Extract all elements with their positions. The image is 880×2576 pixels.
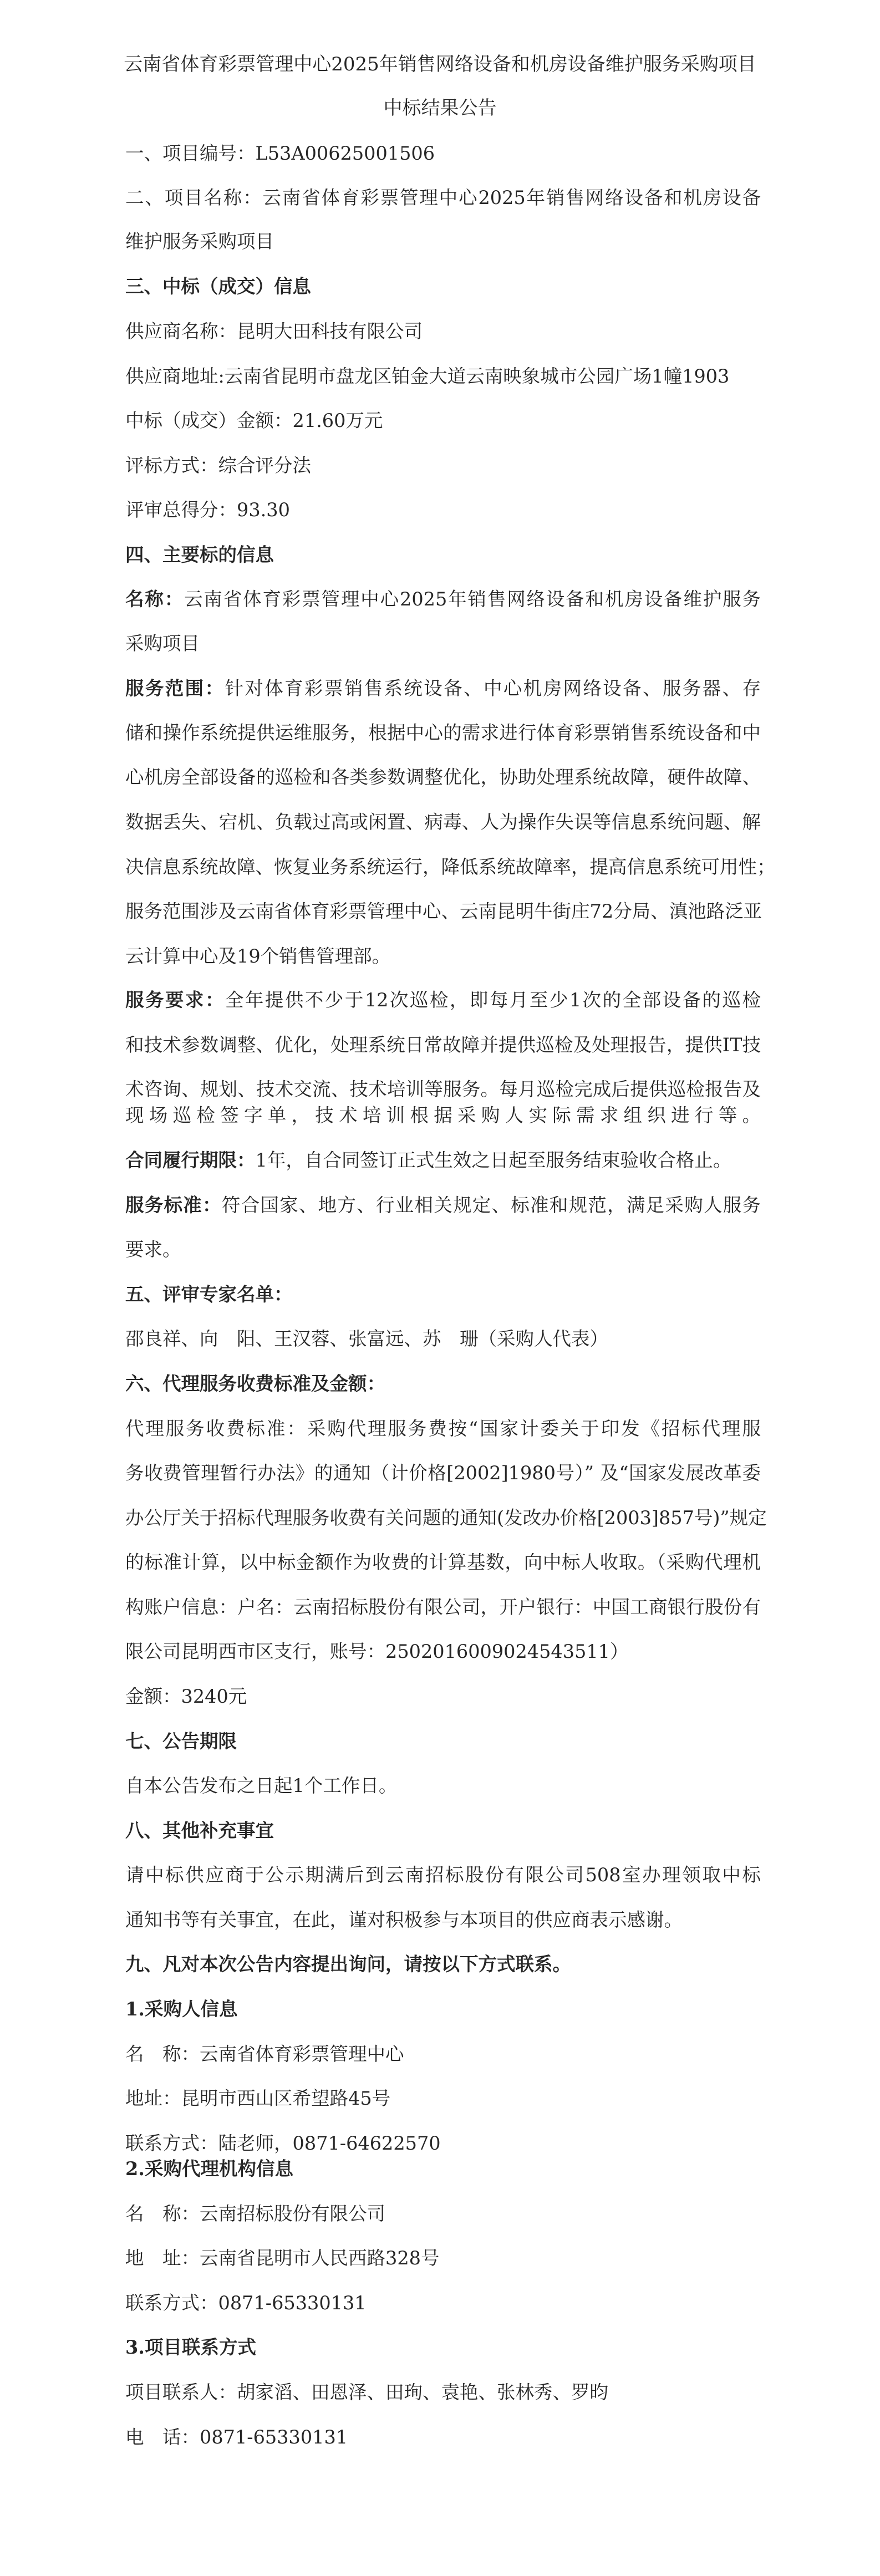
project-contact-phone: 电 话：0871-65330131 (125, 2426, 348, 2448)
announcement-title: 云南省体育彩票管理中心2025年销售网络设备和机房设备维护服务采购项目 (124, 53, 756, 75)
service-requirements-line-4: 现场巡检签字单，技术培训根据采购人实际需求组织进行等。 (125, 1104, 761, 1126)
evaluation-method: 评标方式：综合评分法 (125, 455, 311, 476)
service-scope-line-3: 心机房全部设备的巡检和各类参数调整优化，协助处理系统故障，硬件故障、 (125, 766, 761, 788)
service-requirements-line-1 (125, 987, 761, 1013)
service-scope-line-7: 云计算中心及19个销售管理部。 (125, 945, 391, 967)
project-contact-people: 项目联系人：胡家滔、田恩泽、田珣、袁艳、张林秀、罗昀 (125, 2381, 608, 2403)
purchaser-info-heading: 1.采购人信息 (125, 1998, 238, 2020)
agency-name: 名 称：云南招标股份有限公司 (125, 2203, 385, 2224)
notice-period-text: 自本公告发布之日起1个工作日。 (125, 1775, 398, 1796)
contract-period (125, 1148, 731, 1173)
subject-name-line-1 (125, 587, 761, 612)
supplier-name: 供应商名称：昆明大田科技有限公司 (125, 320, 423, 342)
service-scope-label: 服务范围： (125, 678, 225, 699)
subject-name-label: 名称： (125, 588, 185, 610)
expert-list: 邵良祥、向 阳、王汉蓉、张富远、苏 珊（采购人代表） (125, 1328, 608, 1350)
agency-fee-line-6: 限公司昆明西市区支行，账号：2502016009024543511） (125, 1641, 629, 1662)
agency-fee-line-3: 办公厅关于招标代理服务收费有关问题的通知(发改办价格[2003]857号)”规定 (125, 1507, 767, 1529)
agency-fee-line-4: 的标准计算，以中标金额作为收费的计算基数，向中标人收取。（采购代理机 (125, 1551, 761, 1573)
other-matters-line-2: 通知书等有关事宜，在此，谨对积极参与本项目的供应商表示感谢。 (125, 1909, 683, 1931)
subject-name-text: 云南省体育彩票管理中心2025年销售网络设备和机房设备维护服务 (184, 588, 761, 610)
agency-info-heading: 2.采购代理机构信息 (125, 2158, 293, 2180)
section-heading-notice-period: 七、公告期限 (125, 1730, 237, 1752)
service-standard-line-1 (125, 1193, 761, 1218)
service-scope-line-5: 决信息系统故障、恢复业务系统运行，降低系统故障率，提高信息系统可用性； (125, 856, 776, 878)
service-standard-text: 符合国家、地方、行业相关规定、标准和规范，满足采购人服务 (221, 1194, 761, 1216)
service-scope-line-6: 服务范围涉及云南省体育彩票管理中心、云南昆明牛街庄72分局、滇池路泛亚 (125, 900, 762, 922)
service-standard-label: 服务标准： (125, 1194, 222, 1216)
agency-contact: 联系方式：0871-65330131 (125, 2292, 367, 2314)
announcement-subtitle: 中标结果公告 (383, 97, 497, 119)
agency-fee-line-5: 构账户信息：户名：云南招标股份有限公司，开户银行：中国工商银行股份有 (125, 1596, 761, 1618)
section-heading-experts: 五、评审专家名单： (125, 1284, 293, 1305)
subject-name-line-2: 采购项目 (125, 633, 200, 654)
contract-period-text: 1年，自合同签订正式生效之日起至服务结束验收合格止。 (255, 1149, 732, 1171)
agency-fee-line-2: 务收费管理暂行办法》的通知（计价格[2002]1980号）” 及“国家发展改革委 (125, 1462, 761, 1484)
purchaser-address: 地址：昆明市西山区希望路45号 (125, 2088, 391, 2109)
project-name-line-2: 维护服务采购项目 (125, 231, 274, 252)
service-scope-line-1 (125, 676, 761, 701)
project-contact-heading: 3.项目联系方式 (125, 2336, 256, 2358)
supplier-address: 供应商地址:云南省昆明市盘龙区铂金大道云南映象城市公园广场1幢1903 (125, 365, 730, 387)
service-standard-line-2: 要求。 (125, 1239, 181, 1260)
purchaser-name: 名 称：云南省体育彩票管理中心 (125, 2043, 404, 2065)
agency-fee-line-1: 代理服务收费标准：采购代理服务费按“国家计委关于印发《招标代理服 (125, 1418, 761, 1439)
section-heading-agency-fee: 六、代理服务收费标准及金额： (125, 1373, 385, 1394)
agency-fee-amount: 金额：3240元 (125, 1686, 247, 1707)
contract-period-label: 合同履行期限： (125, 1149, 256, 1171)
service-requirements-line-3: 术咨询、规划、技术交流、技术培训等服务。每月巡检完成后提供巡检报告及 (125, 1078, 761, 1100)
service-scope-text: 针对体育彩票销售系统设备、中心机房网络设备、服务器、存 (225, 678, 761, 699)
project-number: 一、项目编号：L53A00625001506 (125, 142, 435, 164)
project-name-line-1: 二、项目名称：云南省体育彩票管理中心2025年销售网络设备和机房设备 (125, 187, 761, 208)
agency-address: 地 址：云南省昆明市人民西路328号 (125, 2247, 440, 2269)
section-heading-other-matters: 八、其他补充事宜 (125, 1820, 274, 1841)
service-requirements-text: 全年提供不少于12次巡检，即每月至少1次的全部设备的巡检 (225, 989, 761, 1011)
purchaser-contact: 联系方式：陆老师，0871-64622570 (125, 2132, 441, 2154)
service-requirements-label: 服务要求： (125, 989, 225, 1011)
service-scope-line-4: 数据丢失、宕机、负载过高或闲置、病毒、人为操作失误等信息系统问题、解 (125, 811, 761, 833)
section-heading-contact: 九、凡对本次公告内容提出询问，请按以下方式联系。 (125, 1953, 571, 1975)
service-requirements-line-2: 和技术参数调整、优化，处理系统日常故障并提供巡检及处理报告，提供IT技 (125, 1034, 761, 1056)
award-amount: 中标（成交）金额：21.60万元 (125, 410, 383, 431)
other-matters-line-1: 请中标供应商于公示期满后到云南招标股份有限公司508室办理领取中标 (125, 1864, 761, 1886)
total-score: 评审总得分：93.30 (125, 499, 290, 521)
section-heading-subject: 四、主要标的信息 (125, 544, 274, 566)
service-scope-line-2: 储和操作系统提供运维服务，根据中心的需求进行体育彩票销售系统设备和中 (125, 722, 761, 744)
section-heading-award: 三、中标（成交）信息 (125, 276, 311, 297)
